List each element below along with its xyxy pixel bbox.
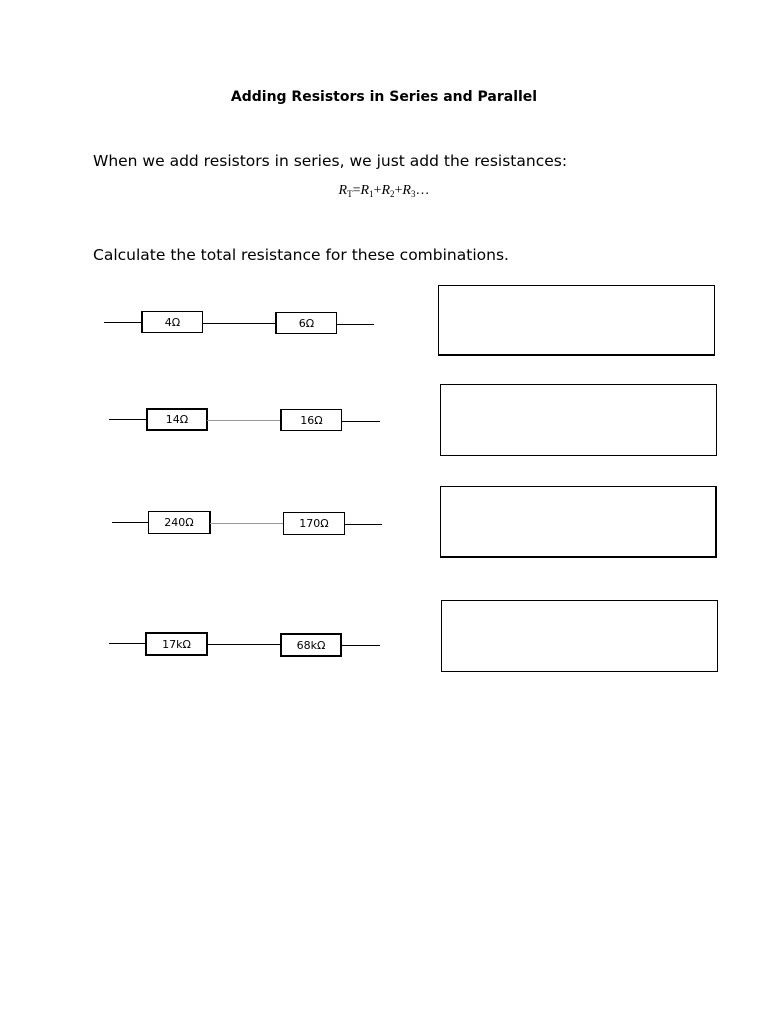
answer-box-2[interactable]	[440, 384, 717, 456]
circuit-3-wire-right	[344, 524, 382, 525]
circuit-1-wire-right	[336, 324, 374, 325]
formula-term-3: R	[402, 183, 411, 198]
circuit-4-resistor-1: 17kΩ	[145, 632, 208, 656]
answer-box-3[interactable]	[440, 486, 717, 558]
circuit-3-resistor-2: 170Ω	[283, 512, 345, 535]
formula-equals: =	[352, 183, 361, 198]
circuit-3-resistor-1: 240Ω	[148, 511, 211, 534]
circuit-3-wire-mid	[210, 523, 285, 524]
circuit-4-wire-right	[341, 645, 380, 646]
formula-plus-1: +	[373, 183, 382, 198]
page-title: Adding Resistors in Series and Parallel	[230, 89, 538, 105]
answer-box-1[interactable]	[438, 285, 715, 356]
circuit-1-resistor-1: 4Ω	[141, 311, 203, 333]
circuit-1-wire-mid	[202, 323, 277, 324]
circuit-2-wire-mid	[207, 420, 282, 421]
series-formula	[0, 183, 768, 199]
answer-box-4[interactable]	[441, 600, 718, 672]
intro-text: When we add resistors in series, we just add the resistances:	[93, 152, 568, 170]
formula-term-2-sub: 2	[390, 189, 395, 199]
formula-ellipsis: …	[415, 183, 430, 198]
circuit-4-wire-left	[109, 643, 147, 644]
circuit-4-wire-mid	[207, 644, 282, 645]
circuit-3-wire-left	[112, 522, 150, 523]
formula-lhs: R	[338, 183, 348, 198]
instruction-text: Calculate the total resistance for these combinations.	[93, 246, 509, 264]
circuit-4-resistor-2: 68kΩ	[280, 633, 342, 657]
circuit-2-resistor-2: 16Ω	[280, 409, 342, 431]
circuit-2-wire-left	[109, 419, 147, 420]
formula-lhs-sub: T	[347, 189, 353, 199]
circuit-1-wire-left	[104, 322, 142, 323]
circuit-1-resistor-2: 6Ω	[275, 312, 337, 334]
formula-plus-2: +	[394, 183, 403, 198]
circuit-2-wire-right	[341, 421, 380, 422]
formula-term-3-sub: 3	[410, 189, 416, 199]
formula-term-1-sub: 1	[369, 189, 374, 199]
formula-term-2: R	[381, 183, 391, 198]
circuit-2-resistor-1: 14Ω	[146, 408, 208, 431]
formula-term-1: R	[360, 183, 370, 198]
